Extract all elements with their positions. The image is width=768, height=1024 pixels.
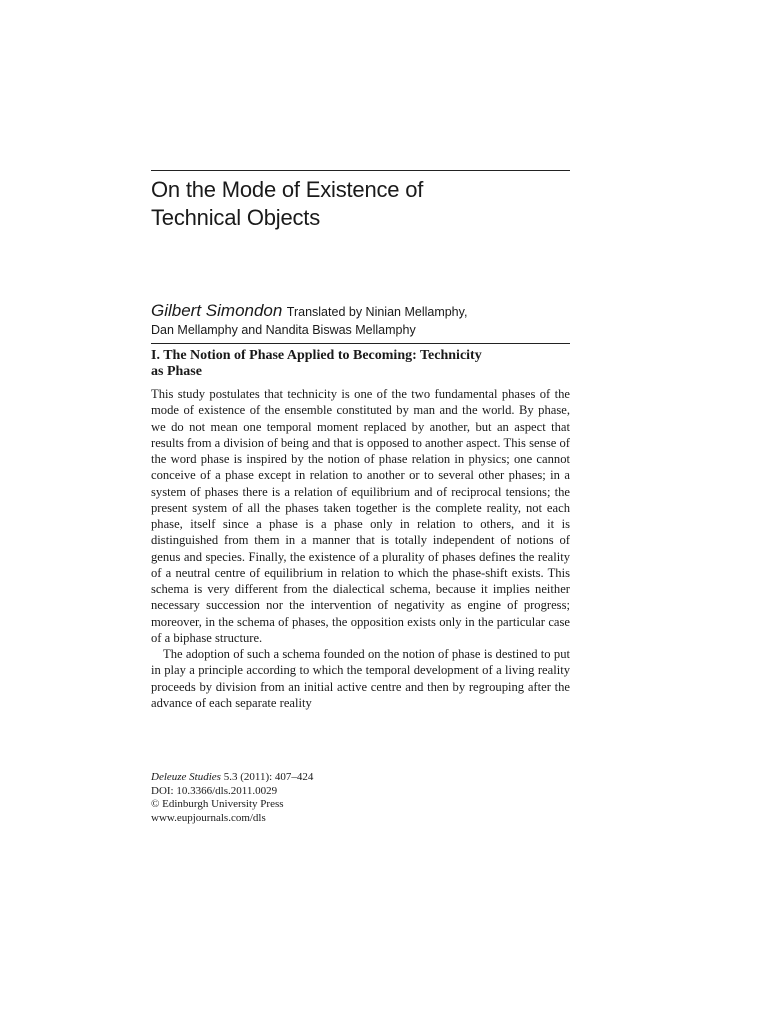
translator-credit-line-2: Dan Mellamphy and Nandita Biswas Mellamphy [151,323,416,337]
section-heading-line-2: as Phase [151,364,202,379]
article-title [151,176,570,232]
citation-footer [151,771,570,825]
section-heading [151,348,570,380]
translator-credit-line-1: Translated by Ninian Mellamphy, [286,305,468,319]
section-rule [151,343,570,344]
author-name: Gilbert Simondon [151,301,283,320]
section-heading-line-1: I. The Notion of Phase Applied to Becoming: Technicity [151,348,482,363]
body-text [151,386,570,711]
title-line-2: Technical Objects [151,205,321,230]
paragraph-1: This study postulates that technicity is one of the two fundamental phases of the mode of existence of the ensemble constituted by man and the world. By phase, we do not mean one temporal moment replaced by another, but an aspect that results from a division of being and that is opposed to another aspect. This sense of the word phase is inspired by the notion of phase relation in physics; one cannot conceive of a phase except in relation to another or to several other phases; in a system of phases there is a relation of equilibrium and of reciprocal tensions; the present system of all the phases taken together is the complete reality, not each phase, itself since a phase is a phase only in relation to others, and it is distinguished from them in a manner that is totally independent of notions of genus and species. Finally, the existence of a plurality of phases defines the reality of a neutral centre of equilibrium in relation to which the phase-shift exists. This schema is very different from the dialectical schema, because it implies neither necessary succession nor the intervention of negativity as engine of progress; moreover, in the schema of phases, the opposition exists only in the particular case of a biphase structure. [151,387,570,645]
publisher: © Edinburgh University Press [151,798,284,810]
journal-citation [151,771,570,785]
doi: DOI: 10.3366/dls.2011.0029 [151,784,278,797]
title-line-1: On the Mode of Existence of [151,177,424,202]
top-rule [151,170,570,171]
journal-name: Deleuze Studies [151,771,221,783]
paragraph-2: The adoption of such a schema founded on the notion of phase is destined to put in play a principle according to which the temporal development of a living reality proceeds by division from an initial active centre and then by regrouping after the advance of each separate reality [151,647,570,710]
byline [151,302,570,339]
volume-pages: 5.3 (2011): 407–424 [220,771,314,783]
journal-url: www.eupjournals.com/dls [151,811,266,824]
